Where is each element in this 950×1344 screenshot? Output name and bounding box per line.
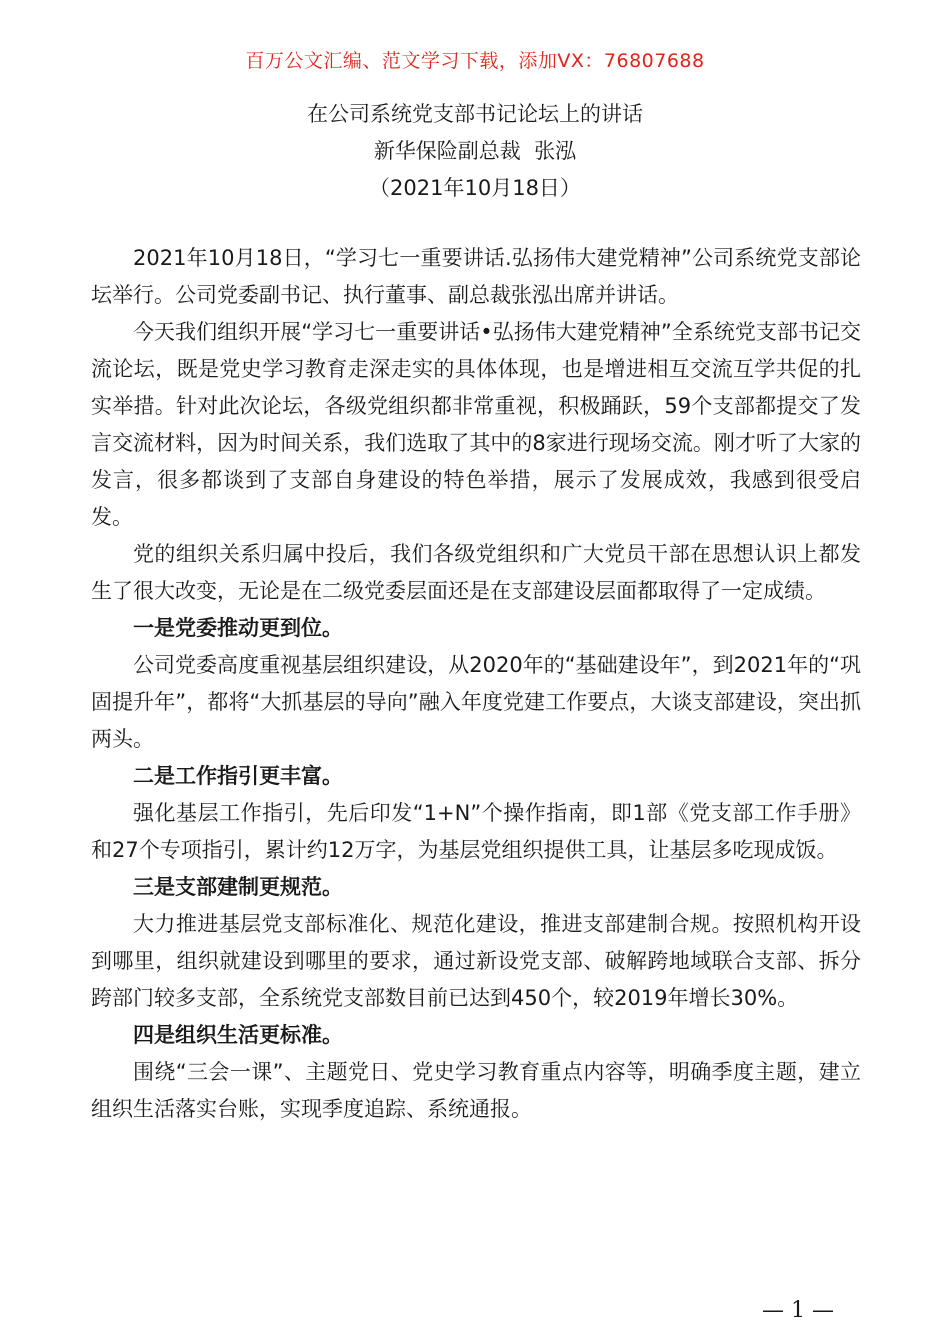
paragraph: 党的组织关系归属中投后，我们各级党组织和广大党员干部在思想认识上都发生了很大改变，无论是在二级党委层面还是在支部建设层面都取得了一定成绩。 xyxy=(91,542,861,603)
section-heading: 三是支部建制更规范。 xyxy=(133,875,343,899)
paragraph: 强化基层工作指引，先后印发“1+N”个操作指南，即1部《党支部工作手册》和27个专项指引，累计约12万字，为基层党组织提供工具，让基层多吃现成饭。 xyxy=(91,801,861,862)
paragraph: 围绕“三会一课”、主题党日、党史学习教育重点内容等，明确季度主题，建立组织生活落实台账，实现季度追踪、系统通报。 xyxy=(91,1060,861,1121)
page-number: — 1 — xyxy=(762,1298,834,1323)
paragraph: 2021年10月18日，“学习七一重要讲话.弘扬伟大建党精神”公司系统党支部论坛举行。公司党委副书记、执行董事、副总裁张泓出席并讲话。 xyxy=(91,246,861,307)
paragraph: 今天我们组织开展“学习七一重要讲话•弘扬伟大建党精神”全系统党支部书记交流论坛，既是党史学习教育走深走实的具体体现，也是增进相互交流互学共促的扎实举措。针对此次论坛，各级党组织都非常重视，积极踊跃，59个支部都提交了发言交流材料，因为时间关系，我们选取了其中的8家进行现场交流。刚才听了大家的发言，很多都谈到了支部自身建设的特色举措，展示了发展成效，我感到很受启发。 xyxy=(91,320,861,529)
section-heading: 二是工作指引更丰富。 xyxy=(133,764,343,788)
document-body xyxy=(91,240,861,1128)
title-block xyxy=(0,96,950,207)
section-heading: 一是党委推动更到位。 xyxy=(133,616,343,640)
document-title: 在公司系统党支部书记论坛上的讲话 xyxy=(307,102,643,126)
speaker-line: 新华保险副总裁 张泓 xyxy=(373,139,577,163)
section-heading: 四是组织生活更标准。 xyxy=(133,1023,343,1047)
date-line: （2021年10月18日） xyxy=(369,176,581,200)
header-note: 百万公文汇编、范文学习下载，添加VX：76807688 xyxy=(245,50,705,72)
paragraph: 大力推进基层党支部标准化、规范化建设，推进支部建制合规。按照机构开设到哪里，组织就建设到哪里的要求，通过新设党支部、破解跨地域联合支部、拆分跨部门较多支部，全系统党支部数目前已达到450个，较2019年增长30%。 xyxy=(91,912,861,1010)
paragraph: 公司党委高度重视基层组织建设，从2020年的“基础建设年”，到2021年的“巩固提升年”，都将“大抓基层的导向”融入年度党建工作要点，大谈支部建设，突出抓两头。 xyxy=(91,653,861,751)
